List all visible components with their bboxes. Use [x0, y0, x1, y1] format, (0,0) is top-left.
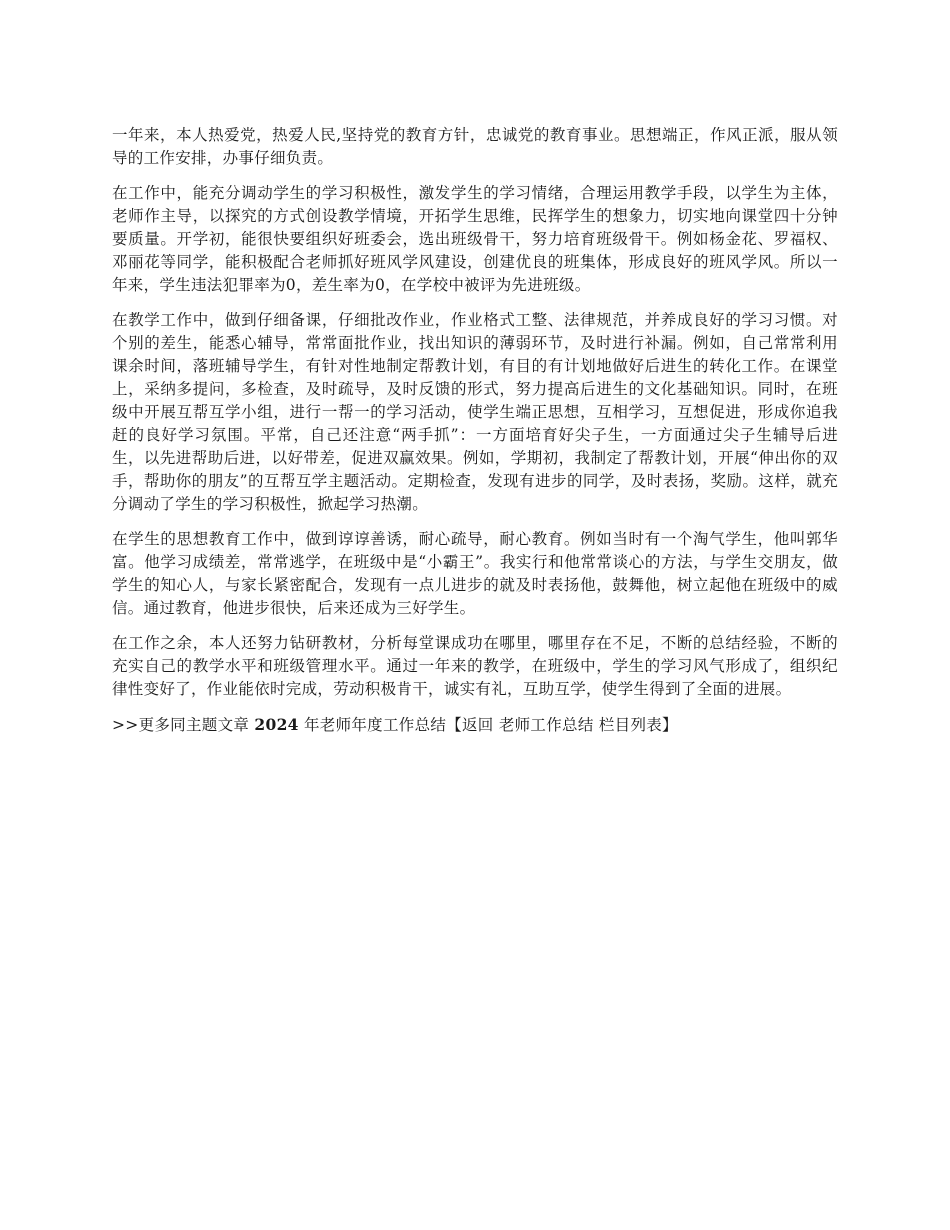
paragraph-3: 在教学工作中，做到仔细备课，仔细批改作业，作业格式工整、法律规范，并养成良好的学习习惯。对个别的差生，能悉心辅导，常常面批作业，找出知识的薄弱环节，及时进行补漏。例如，自己常常利用课余时间，落班辅导学生，有针对性地制定帮教计划，有目的有计划地做好后进生的转化工作。在课堂上，采纳多提问，多检查，及时疏导，及时反馈的形式，努力提高后进生的文化基础知识。同时，在班级中开展互帮互学小组，进行一帮一的学习活动，使学生端正思想，互相学习，互想促进，形成你追我赶的良好学习氛围。平常，自己还注意“两手抓”：一方面培育好尖子生，一方面通过尖子生辅导后进生，以先进帮助后进，以好带差，促进双赢效果。例如，学期初，我制定了帮教计划，开展“伸出你的双手，帮助你的朋友”的互帮互学主题活动。定期检查，发现有进步的同学，及时表扬，奖励。这样，就充分调动了学生的学习积极性，掀起学习热潮。 — [112, 311, 838, 513]
paragraph-1: 一年来，本人热爱党，热爱人民,坚持党的教育方针，忠诚党的教育事业。思想端正，作风正派，服从领导的工作安排，办事仔细负责。 — [112, 126, 838, 167]
paragraph-5: 在工作之余，本人还努力钻研教材，分析每堂课成功在哪里，哪里存在不足，不断的总结经验，不断的充实自己的教学水平和班级管理水平。通过一年来的教学，在班级中，学生的学习风气形成了，组织纪律性变好了，作业能依时完成，劳动积极肯干，诚实有礼，互助互学，使学生得到了全面的进展。 — [112, 634, 838, 698]
related-topic-suffix[interactable]: 年老师年度工作总结【返回 — [298, 716, 499, 734]
column-link[interactable]: 老师工作总结 — [498, 716, 594, 734]
related-articles-line — [112, 713, 838, 737]
related-topic-year[interactable]: 2024 — [254, 715, 299, 734]
paragraph-4: 在学生的思想教育工作中，做到谆谆善诱，耐心疏导，耐心教育。例如当时有一个淘气学生，他叫郭华富。他学习成绩差，常常逃学，在班级中是“小霸王”。我实行和他常常谈心的方法，与学生交朋友，做学生的知心人，与家长紧密配合，发现有一点儿进步的就及时表扬他，鼓舞他，树立起他在班级中的威信。通过教育，他进步很快，后来还成为三好学生。 — [112, 530, 838, 617]
article-body — [112, 124, 838, 737]
related-suffix: 栏目列表】 — [593, 716, 678, 734]
paragraph-2: 在工作中，能充分调动学生的学习积极性，激发学生的学习情绪，合理运用教学手段，以学生为主体，老师作主导，以探究的方式创设教学情境，开拓学生思维，民挥学生的想象力，切实地向课堂四十分钟要质量。开学初，能很快要组织好班委会，选出班级骨干，努力培育班级骨干。例如杨金花、罗福权、邓丽花等同学，能积极配合老师抓好班风学风建设，创建优良的班集体，形成良好的班风学风。所以一年来，学生违法犯罪率为0，差生率为0，在学校中被评为先进班级。 — [112, 184, 838, 294]
related-prefix: >>更多同主题文章 — [112, 716, 255, 734]
